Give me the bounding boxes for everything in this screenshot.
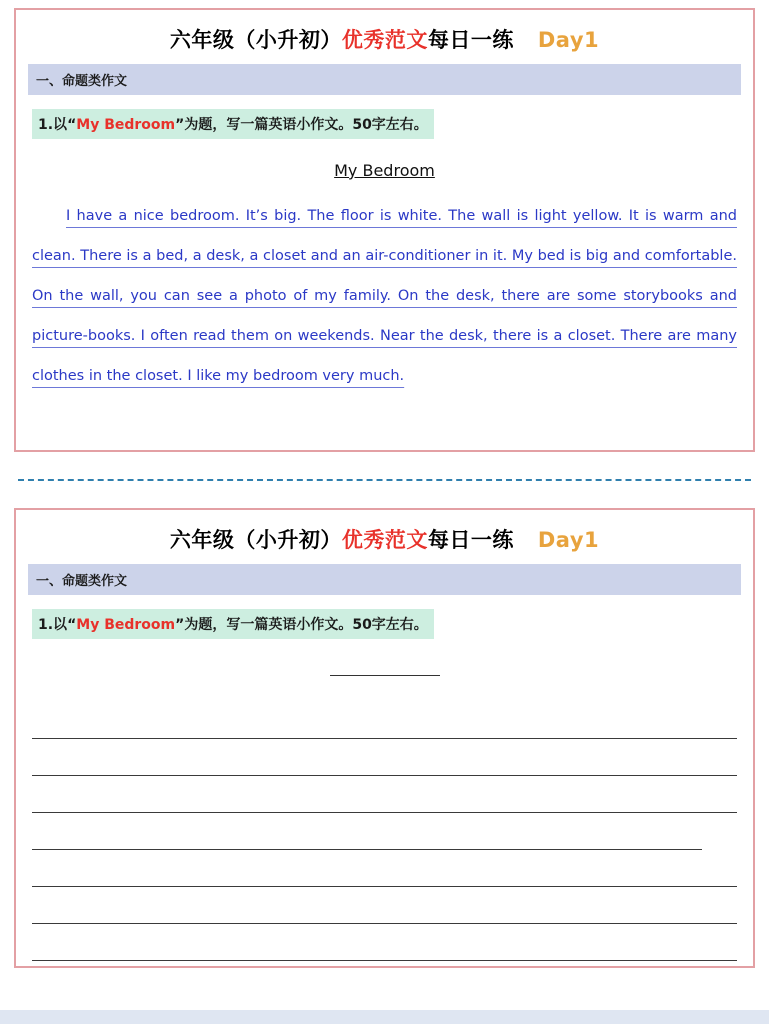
worksheet-title-day-2: Day1 — [537, 528, 600, 552]
worksheet-title-day: Day1 — [537, 28, 600, 52]
dashed-divider — [18, 479, 751, 481]
blank-practice-card — [14, 508, 755, 968]
prompt-text-1 — [32, 109, 434, 139]
worksheet-title-suffix-2: 每日一练 — [427, 528, 514, 552]
prompt-quote-close-2: ” — [175, 617, 185, 633]
section-heading-2: 一、命题类作文 — [28, 564, 741, 595]
worksheet-title-highlight-2: 优秀范文 — [341, 528, 428, 552]
prompt-rest: 为题，写一篇英语小作文。50字左右。 — [184, 117, 428, 133]
worksheet-title-2 — [32, 516, 737, 564]
prompt-row-1 — [32, 109, 434, 139]
write-line[interactable] — [32, 776, 737, 813]
sample-answer-card — [14, 8, 755, 452]
worksheet-title-suffix: 每日一练 — [427, 28, 514, 52]
prompt-number-2: 1.以 — [38, 617, 68, 633]
prompt-quote-open: “ — [67, 117, 77, 133]
write-line[interactable] — [32, 924, 737, 961]
write-line[interactable] — [32, 739, 737, 776]
prompt-text-2 — [32, 609, 434, 639]
prompt-number: 1.以 — [38, 117, 68, 133]
prompt-topic: My Bedroom — [76, 117, 176, 133]
worksheet-title-highlight: 优秀范文 — [341, 28, 428, 52]
prompt-quote-close: ” — [175, 117, 185, 133]
title-write-rule[interactable] — [330, 675, 440, 676]
page-divider-wrap — [14, 452, 755, 508]
prompt-quote-open-2: “ — [67, 617, 77, 633]
write-line[interactable] — [32, 813, 702, 850]
worksheet-title-1 — [32, 16, 737, 64]
prompt-rest-2: 为题，写一篇英语小作文。50字左右。 — [184, 617, 428, 633]
prompt-topic-2: My Bedroom — [76, 617, 176, 633]
worksheet-title-grade: 六年级（小升初） — [169, 28, 342, 52]
essay-title: My Bedroom — [334, 161, 435, 180]
prompt-row-2 — [32, 609, 434, 639]
write-line[interactable] — [32, 702, 737, 739]
essay-body: I have a nice bedroom. It’s big. The floor is white. The wall is light yellow. It is warm and clean. There is a bed, a desk, a closet and an air-conditioner in it. My bed is big and comfortable. On the wall, you can see a photo of my family. On the desk, there are some storybooks and picture-books. I often read them on weekends. Near the desk, there is a closet. There are many clothes in the closet. I like my bedroom very much. — [32, 208, 737, 384]
answer-write-lines — [32, 702, 737, 961]
write-line[interactable] — [32, 850, 737, 887]
write-line[interactable] — [32, 887, 737, 924]
bottom-strip — [0, 1010, 769, 1024]
section-heading-1: 一、命题类作文 — [28, 64, 741, 95]
worksheet-title-grade-2: 六年级（小升初） — [169, 528, 342, 552]
